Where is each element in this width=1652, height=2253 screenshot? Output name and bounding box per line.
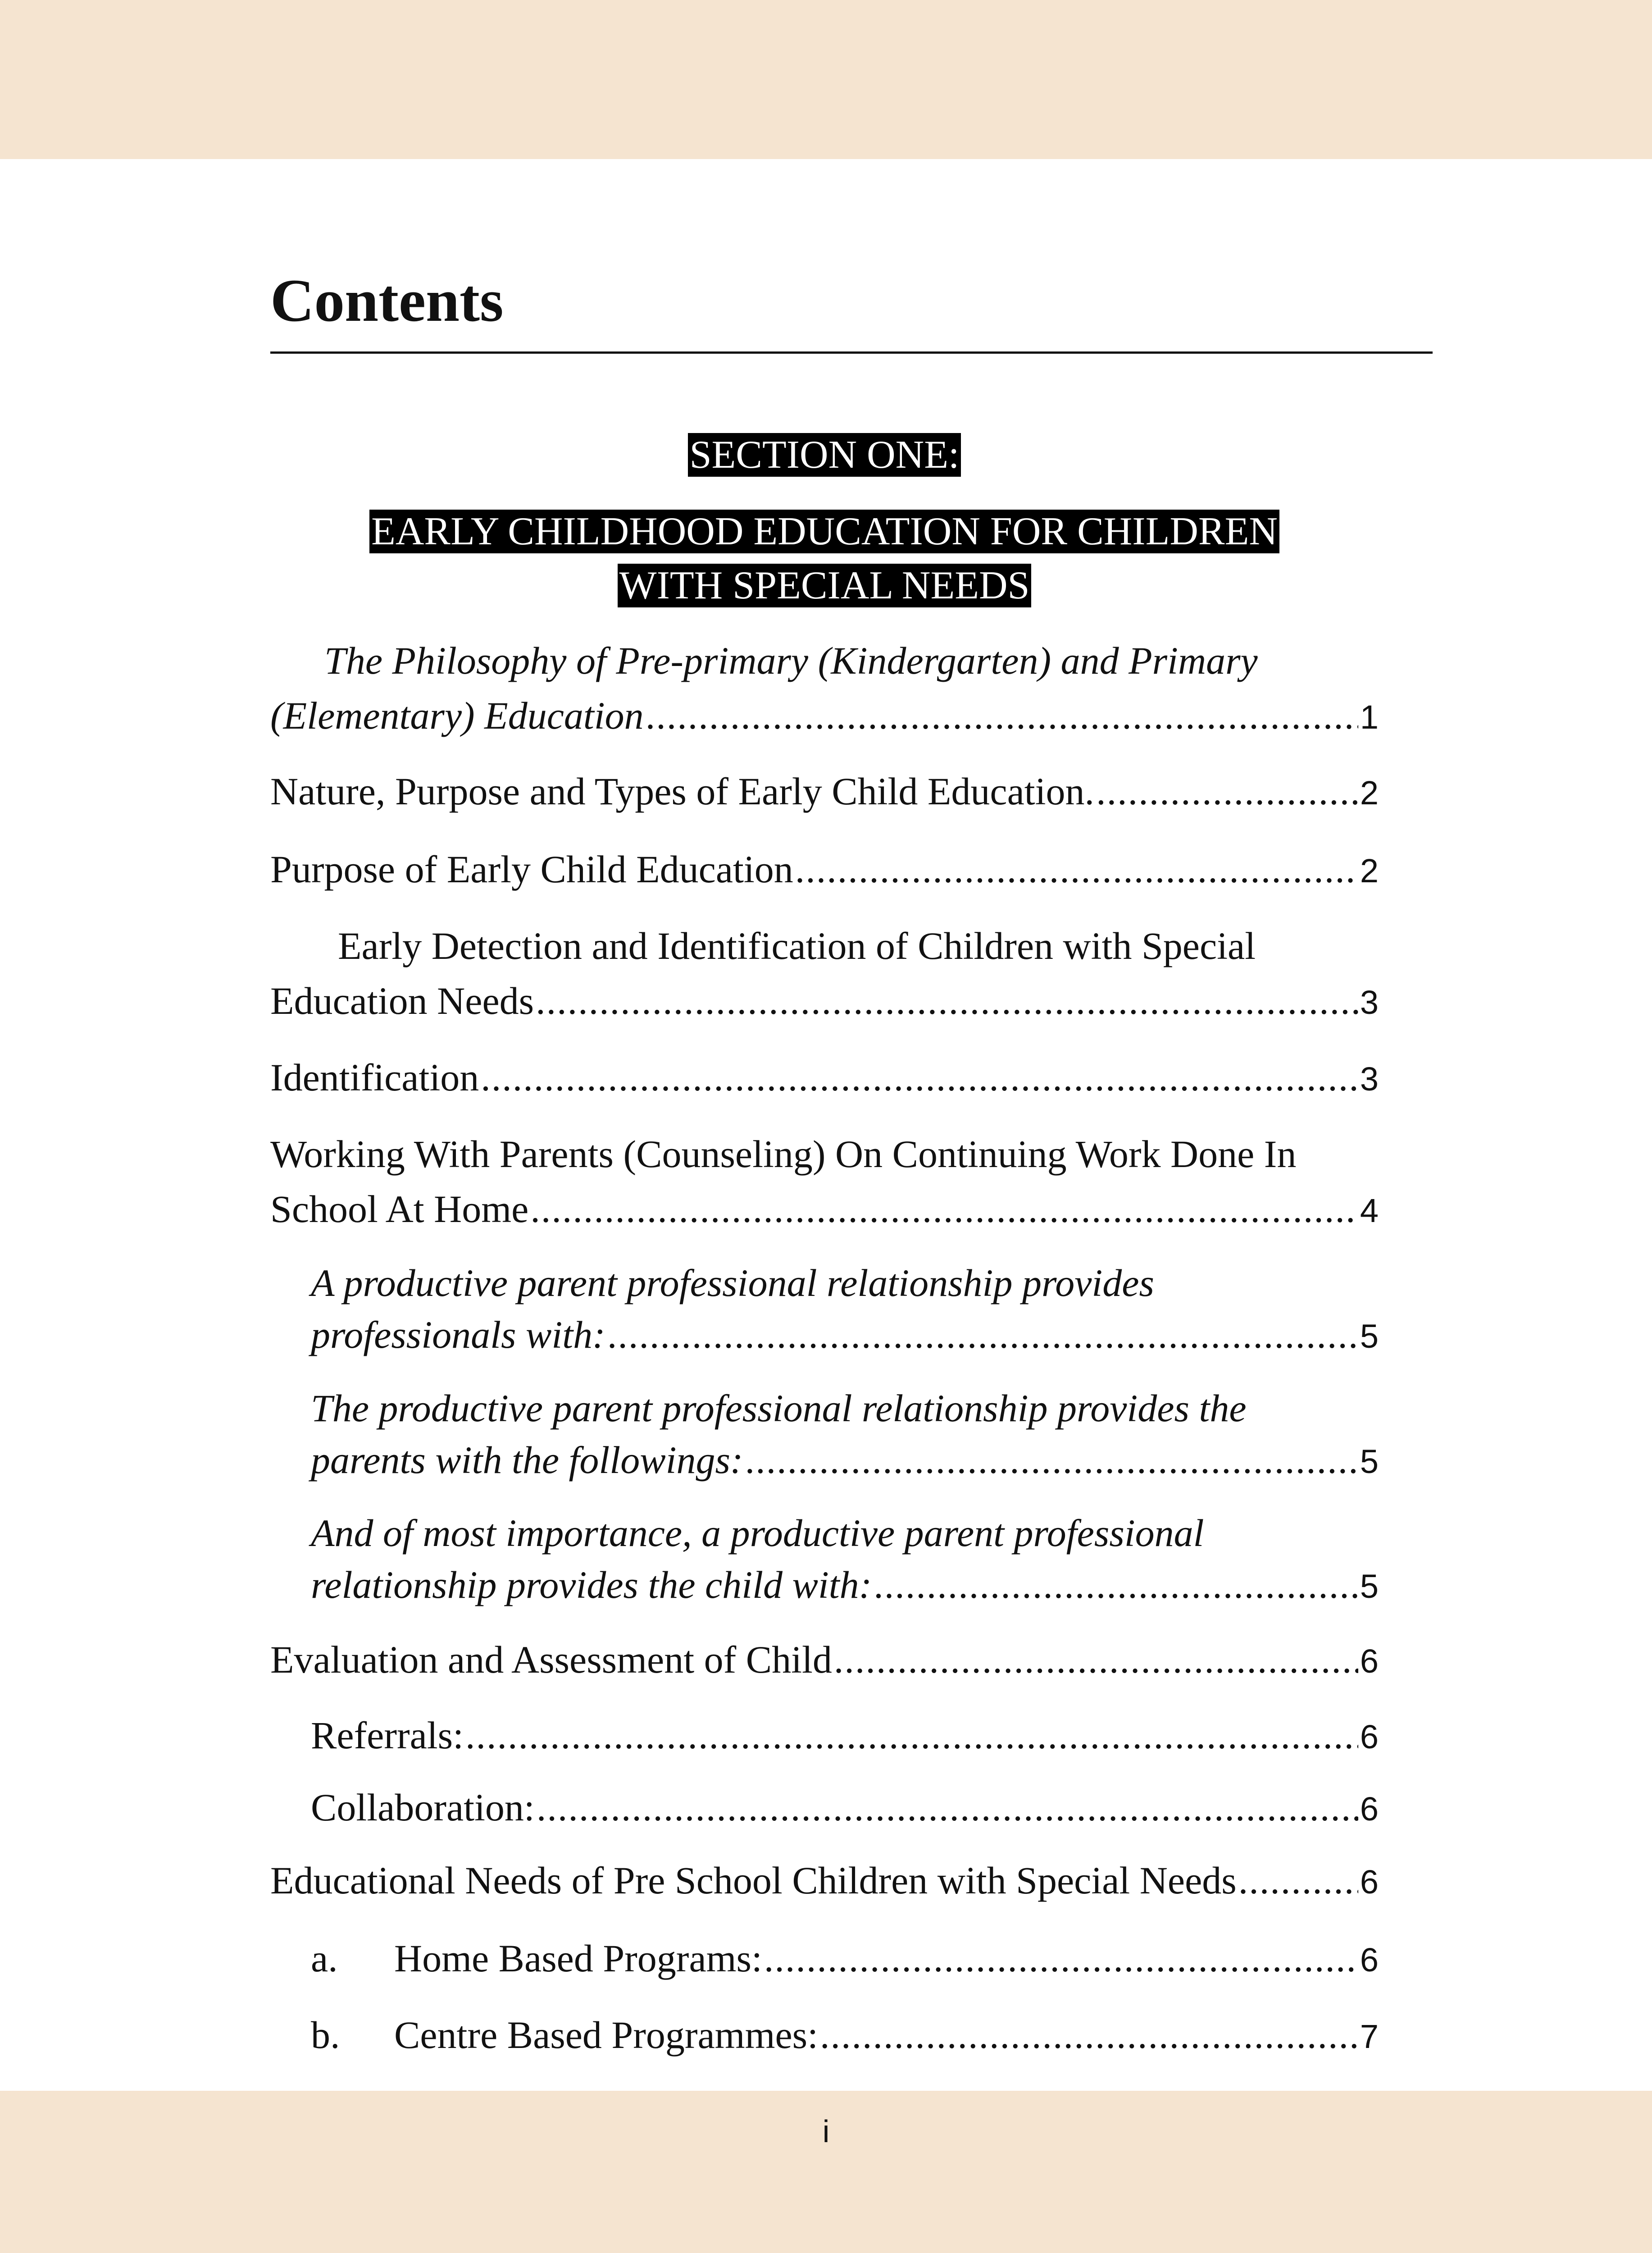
toc-page-number: 6 (1360, 1642, 1379, 1680)
toc-entry-productive-relationship-parents[interactable] (311, 1382, 1379, 1487)
dot-leader (536, 973, 1358, 1028)
title-divider (270, 351, 1433, 354)
toc-entry-text-line1: Early Detection and Identification of Children with Special (338, 924, 1256, 967)
dot-leader (530, 1181, 1358, 1236)
toc-entry-text-line1: And of most importance, a productive parent professional (311, 1511, 1204, 1555)
toc-entry-text-line2: School At Home (270, 1187, 529, 1231)
toc-page-number: 6 (1360, 1863, 1379, 1901)
toc-entry-text-line1: The productive parent professional relationship provides the (311, 1386, 1247, 1430)
dot-leader (465, 1708, 1358, 1763)
page-title: Contents (270, 267, 504, 334)
dot-leader (607, 1309, 1358, 1361)
dot-leader (481, 1050, 1358, 1105)
toc-entry-early-detection[interactable] (270, 918, 1379, 1030)
toc-page-number: 6 (1360, 1718, 1379, 1756)
toc-entry-text-line1: Working With Parents (Counseling) On Continuing Work Done In (270, 1132, 1297, 1176)
dot-leader (1096, 764, 1358, 819)
dot-leader (874, 1559, 1358, 1611)
toc-entry-text: Purpose of Early Child Education (270, 848, 793, 891)
toc-entry-label (311, 1931, 762, 1986)
top-margin-band (0, 0, 1652, 159)
toc-entry-label (311, 2007, 818, 2062)
toc-page-number: 3 (1360, 1060, 1379, 1098)
toc-entry-philosophy[interactable] (270, 633, 1379, 745)
toc-entry-text-line2: parents with the followings: (311, 1438, 743, 1482)
toc-page-number: 4 (1360, 1192, 1379, 1229)
toc-entry-text: Identification (270, 1056, 479, 1099)
toc-entry-centre-based-programmes[interactable] (311, 2007, 1379, 2064)
toc-page-number: 6 (1360, 1941, 1379, 1979)
footer-page-number: i (822, 2114, 830, 2149)
dot-leader (795, 842, 1358, 897)
section-label-text: SECTION ONE: (688, 433, 961, 477)
toc-entry-evaluation-assessment[interactable] (270, 1632, 1379, 1689)
toc-page-number: 5 (1360, 1443, 1379, 1480)
toc-page-number: 5 (1360, 1568, 1379, 1605)
dot-leader (834, 1632, 1358, 1687)
toc-entry-text: Nature, Purpose and Types of Early Child Education. (270, 770, 1095, 813)
dot-leader (764, 1931, 1358, 1986)
toc-page-number: 2 (1360, 774, 1379, 812)
toc-entry-text: Collaboration: (311, 1786, 535, 1829)
toc-entry-working-with-parents[interactable] (270, 1126, 1379, 1238)
toc-entry-referrals[interactable] (311, 1708, 1379, 1765)
list-marker: a. (311, 1937, 338, 1980)
toc-entry-purpose[interactable] (270, 842, 1379, 898)
section-title-line1 (270, 505, 1379, 559)
toc-entry-productive-relationship-professionals[interactable] (311, 1257, 1379, 1362)
toc-entry-identification[interactable] (270, 1050, 1379, 1107)
dot-leader (646, 688, 1358, 743)
toc-entry-text: Educational Needs of Pre School Children with Special Needs (270, 1859, 1237, 1902)
toc-entry-text-line1: A productive parent professional relationship provides (311, 1261, 1154, 1304)
toc-entry-productive-relationship-child[interactable] (311, 1507, 1379, 1612)
toc-page-number: 2 (1360, 852, 1379, 889)
toc-entry-educational-needs[interactable] (270, 1853, 1379, 1910)
toc-page-number: 6 (1360, 1790, 1379, 1828)
toc-entry-text: Home Based Programs: (394, 1937, 762, 1980)
toc-entry-home-based-programs[interactable] (311, 1931, 1379, 1988)
section-title-line2 (270, 559, 1379, 613)
toc-entry-text: Referrals: (311, 1714, 464, 1757)
toc-entry-text-line2: Education Needs (270, 979, 534, 1022)
section-title-line2-text: WITH SPECIAL NEEDS (618, 564, 1032, 607)
dot-leader (537, 1780, 1358, 1835)
toc-entry-text-line2: (Elementary) Education (270, 694, 644, 737)
toc-page-number: 3 (1360, 984, 1379, 1021)
dot-leader (745, 1434, 1358, 1486)
toc-entry-text-line2: relationship provides the child with: (311, 1563, 872, 1606)
toc-page-number: 1 (1360, 698, 1379, 736)
toc-entry-text-line2: professionals with: (311, 1313, 605, 1356)
section-title-line1-text: EARLY CHILDHOOD EDUCATION FOR CHILDREN (369, 510, 1279, 553)
dot-leader (1238, 1853, 1358, 1908)
dot-leader (820, 2007, 1358, 2062)
toc-entry-text: Evaluation and Assessment of Child (270, 1638, 832, 1681)
toc-entry-text-line1: The Philosophy of Pre-primary (Kindergarten) and Primary (324, 639, 1258, 682)
section-label (270, 428, 1379, 482)
toc-page-number: 7 (1360, 2018, 1379, 2055)
list-marker: b. (311, 2013, 340, 2057)
toc-entry-nature-purpose-types[interactable] (270, 764, 1379, 821)
toc-entry-text: Centre Based Programmes: (394, 2013, 819, 2057)
toc-entry-collaboration[interactable] (311, 1780, 1379, 1837)
toc-page-number: 5 (1360, 1318, 1379, 1355)
